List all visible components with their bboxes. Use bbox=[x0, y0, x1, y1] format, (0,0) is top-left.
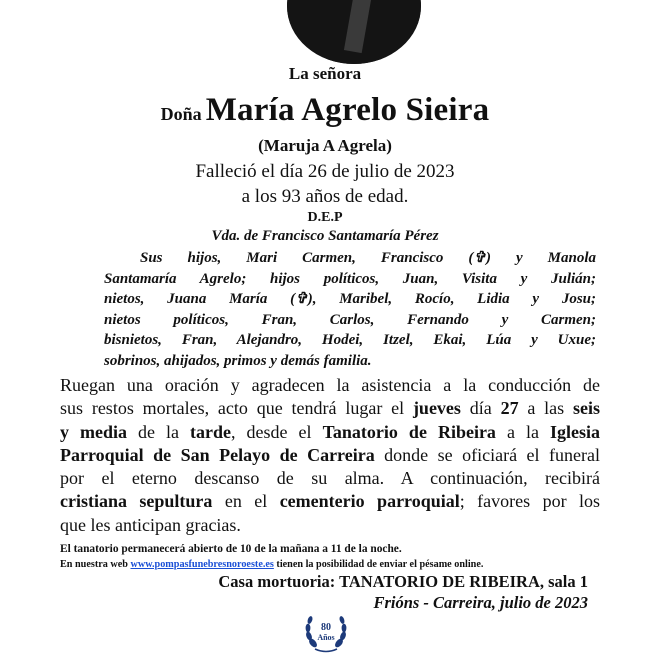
church-name-part-2: Parroquial de San Pelayo de Carreira bbox=[60, 444, 375, 465]
body-line-4 bbox=[60, 444, 600, 467]
title-la-senora: La señora bbox=[288, 64, 362, 83]
burial-type: cristiana sepultura bbox=[60, 491, 213, 512]
funeral-home: Tanatorio de Ribeira bbox=[322, 421, 496, 442]
anniversary-badge bbox=[301, 607, 351, 655]
body-line-3 bbox=[60, 421, 600, 444]
ceremony-time-2: y media bbox=[60, 421, 128, 442]
ceremony-paragraph bbox=[60, 374, 600, 537]
portrait-photo bbox=[287, 0, 421, 64]
body-text: a las bbox=[518, 398, 573, 419]
body-text: sus restos mortales, acto que tendrá lugar el bbox=[60, 398, 413, 419]
family-list bbox=[104, 248, 596, 372]
family-line-6: sobrinos, ahijados, primos y demás familia. bbox=[104, 352, 372, 369]
family-line-4: nietos políticos, Fran, Carlos, Fernando y Carmen; bbox=[104, 311, 596, 328]
body-text: de la bbox=[127, 421, 191, 442]
family-line-1: Sus hijos, Mari Carmen, Francisco (✞) y Manola bbox=[140, 250, 596, 266]
website-note bbox=[60, 559, 483, 570]
ceremony-day-number: 27 bbox=[500, 398, 519, 419]
ceremony-day-name: jueves bbox=[412, 398, 461, 419]
body-text: donde se oficiará el funeral bbox=[374, 444, 600, 465]
body-text: a la bbox=[495, 421, 550, 442]
family-line-2: Santamaría Agrelo; hijos políticos, Juan, Visita y Julián; bbox=[104, 270, 596, 287]
church-name-part-1: Iglesia bbox=[549, 421, 600, 442]
opening-hours-note: El tanatorio permanecerá abierto de 10 de la mañana a 11 de la noche. bbox=[60, 543, 402, 555]
funeral-home-address: Casa mortuoria: TANATORIO DE RIBEIRA, sala 1 bbox=[218, 572, 588, 591]
ceremony-period: tarde bbox=[190, 421, 232, 442]
deceased-name: María Agrelo Sieira bbox=[205, 92, 490, 128]
family-line-5: bisnietos, Fran, Alejandro, Hodei, Itzel, Ekai, Lúa y Uxue; bbox=[104, 332, 596, 349]
body-line-1 bbox=[60, 374, 600, 397]
body-text: que les anticipan gracias. bbox=[60, 514, 241, 535]
family-line-3: nietos, Juana María (✞), Maribel, Rocío, Lidia y Josu; bbox=[104, 291, 596, 308]
body-line-2 bbox=[60, 397, 600, 420]
website-link[interactable]: www.pompasfunebresnoroeste.es bbox=[130, 559, 274, 570]
widow-line: Vda. de Francisco Santamaría Pérez bbox=[211, 228, 439, 244]
body-line-6 bbox=[60, 490, 600, 513]
age-at-death: a los 93 años de edad. bbox=[241, 186, 409, 207]
badge-number: 80 bbox=[321, 622, 331, 633]
website-note-text: En nuestra web bbox=[60, 559, 131, 570]
body-text: ; favores por los bbox=[459, 491, 600, 512]
body-text: en el bbox=[212, 491, 280, 512]
body-line-5 bbox=[60, 467, 600, 490]
website-note-text: tienen la posibilidad de enviar el pésame online. bbox=[273, 559, 484, 570]
body-line-7 bbox=[60, 514, 600, 537]
body-text: día bbox=[460, 398, 501, 419]
deceased-name-row bbox=[0, 92, 650, 129]
badge-label: Años bbox=[317, 633, 335, 642]
ceremony-time: seis bbox=[573, 398, 600, 419]
body-text: por el eterno descanso de su alma. A continuación, recibirá bbox=[60, 468, 600, 489]
body-text: , desde el bbox=[231, 421, 323, 442]
death-date: Falleció el día 26 de julio de 2023 bbox=[195, 161, 455, 182]
dep-label: D.E.P bbox=[307, 210, 343, 225]
honorific: Doña bbox=[160, 104, 202, 124]
body-text: Ruegan una oración y agradecen la asistencia a la conducción de bbox=[60, 375, 600, 395]
place-and-date: Frións - Carreira, julio de 2023 bbox=[373, 593, 588, 612]
nickname: (Maruja A Agrela) bbox=[258, 136, 392, 155]
cemetery: cementerio parroquial bbox=[279, 491, 460, 512]
